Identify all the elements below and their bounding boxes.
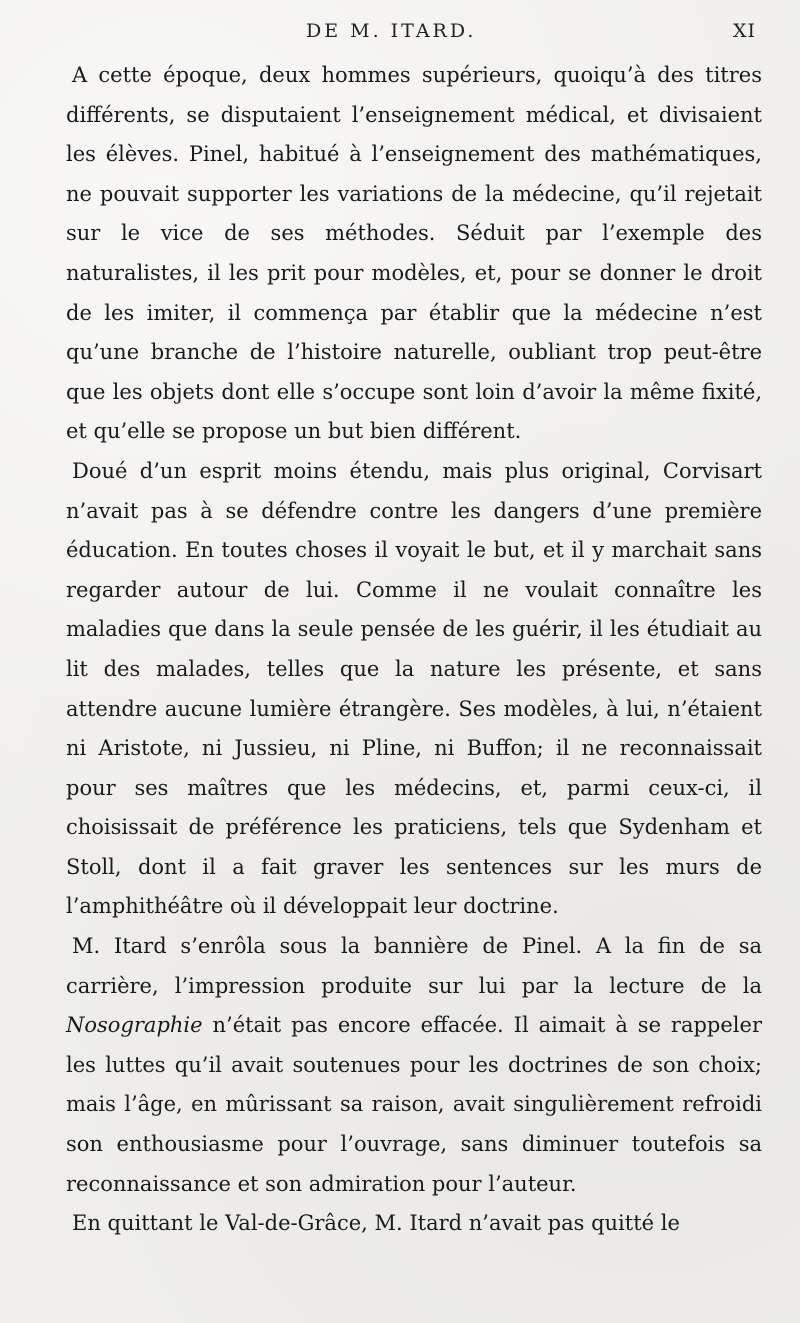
page-body	[66, 56, 762, 1244]
paragraph-3-text-before: M. Itard s’enrôla sous la bannière de Pinel. A la fin de sa carrière, l’impression produite sur lui par la lecture de la	[66, 934, 762, 998]
paragraph-1: A cette époque, deux hommes supérieurs, quoiqu’à des titres différents, se disputaient l’enseignement médical, et divisaient les élèves. Pinel, habitué à l’enseignement des mathématiques, ne pouvait supporter les variations de la médecine, qu’il rejetait sur le vice de ses méthodes. Séduit par l’exemple des naturalistes, il les prit pour modèles, et, pour se donner le droit de les imiter, il commença par établir que la médecine n’est qu’une branche de l’histoire naturelle, oubliant trop peut-être que les objets dont elle s’occupe sont loin d’avoir la même fixité, et qu’elle se propose un but bien différent.	[66, 63, 762, 444]
page-header	[66, 12, 762, 46]
paragraph-3	[66, 927, 762, 1204]
paragraph-3-text-after: n’était pas encore effacée. Il aimait à se rappeler les luttes qu’il avait soutenues pour les doctrines de son choix; mais l’âge, en mûrissant sa raison, avait singulièrement refroidi son enthousiasme pour l’ouvrage, sans diminuer toutefois sa reconnaissance et son admiration pour l’auteur.	[66, 1013, 762, 1196]
page-number: XI	[732, 20, 756, 42]
paragraph-2: Doué d’un esprit moins étendu, mais plus original, Corvisart n’avait pas à se défendre contre les dangers d’une première éducation. En toutes choses il voyait le but, et il y marchait sans regarder autour de lui. Comme il ne voulait connaître les maladies que dans la seule pensée de les guérir, il les étudiait au lit des malades, telles que la nature les présente, et sans attendre aucune lumière étrangère. Ses modèles, à lui, n’étaient ni Aristote, ni Jussieu, ni Pline, ni Buffon; il ne reconnaissait pour ses maîtres que les médecins, et, parmi ceux-ci, il choisissait de préférence les praticiens, tels que Sydenham et Stoll, dont il a fait graver les sentences sur les murs de l’amphithéâtre où il développait leur doctrine.	[66, 458, 762, 919]
paragraph-4: En quittant le Val-de-Grâce, M. Itard n’avait pas quitté le	[72, 1211, 680, 1236]
book-title-nosographie: Nosographie	[66, 1013, 203, 1038]
running-head: DE M. ITARD.	[306, 20, 477, 42]
